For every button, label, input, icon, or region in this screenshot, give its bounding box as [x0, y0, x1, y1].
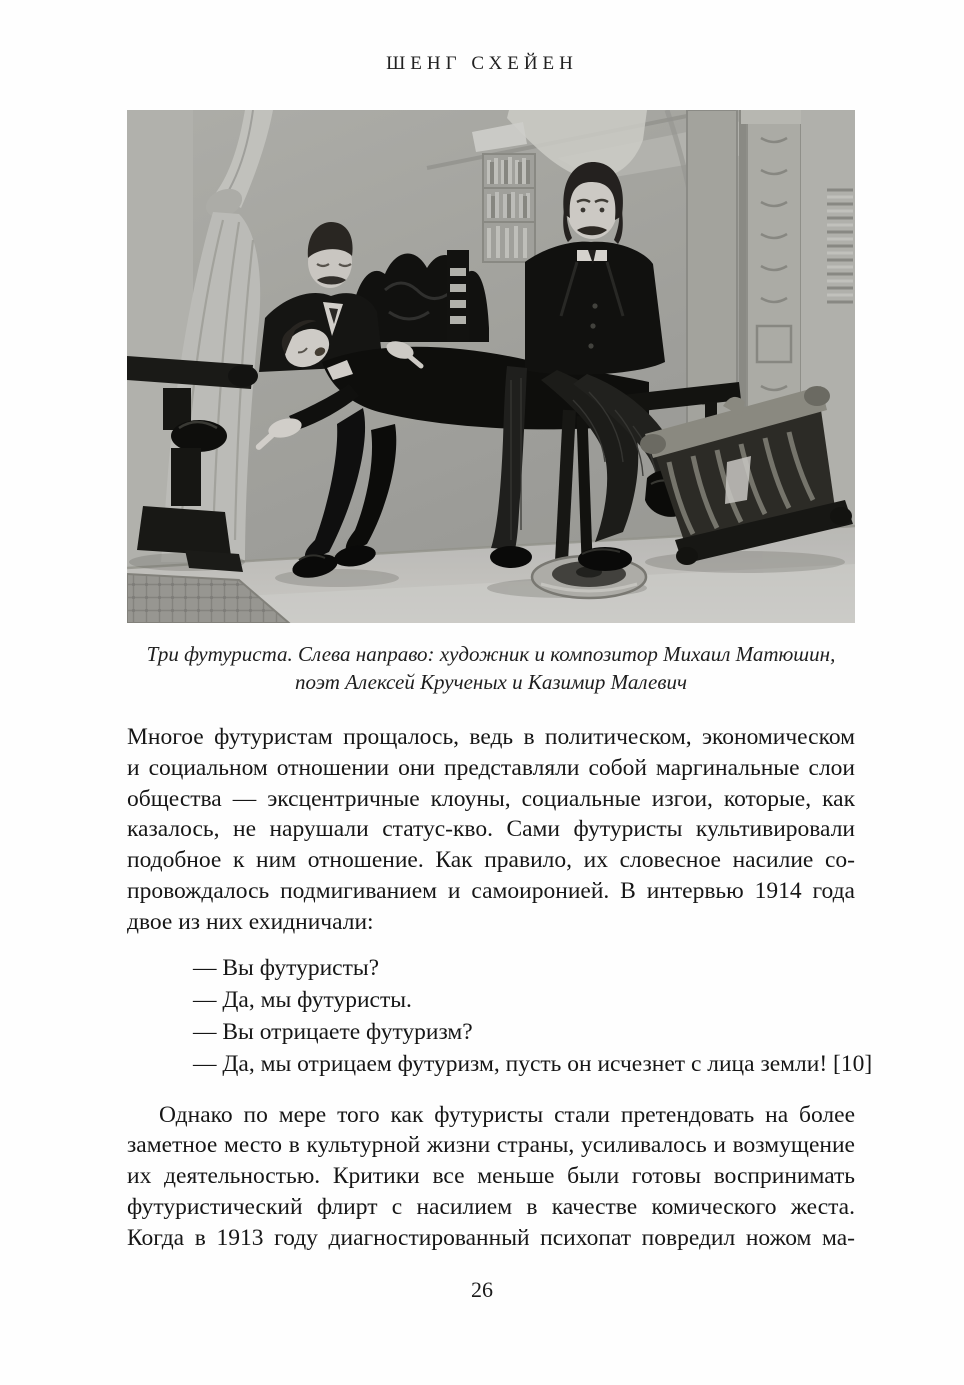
text-line: футуристический флирт с насилием в качестве комического жеста.	[127, 1193, 855, 1220]
text-line: — Вы отрицаете футуризм?	[193, 1018, 473, 1045]
text-line: казалось, не нарушали статус-кво. Сами футуристы культивировали	[127, 816, 855, 843]
futurists-photo	[127, 110, 855, 623]
futurists-photo-illustration	[127, 110, 855, 623]
text-line: общества — эксцентричные клоуны, социальные изгои, которые, как	[127, 785, 855, 812]
text-line: и социальном отношении они представляли собой маргинальные слои	[127, 754, 855, 781]
text-line: — Да, мы футуристы.	[193, 986, 412, 1013]
text-line: Многое футуристам прощалось, ведь в политическом, экономическом	[127, 724, 855, 750]
paragraph-2	[127, 1100, 855, 1254]
page-number: 26	[471, 1277, 493, 1302]
text-line: их деятельностью. Критики все меньше были готовы воспринимать	[127, 1163, 855, 1190]
running-head: ШЕНГ СХЕЙЕН	[386, 53, 578, 74]
text-line: — Вы футуристы?	[193, 954, 380, 981]
photo-caption	[127, 640, 855, 696]
text-line: заметное место в культурной жизни страны, усиливалось и возмущение	[127, 1132, 855, 1159]
body-text	[127, 722, 873, 1254]
text-line: провождалось подмигиванием и самоиронией. В интервью 1914 года	[127, 877, 855, 904]
text-line: — Да, мы отрицаем футуризм, пусть он исчезнет с лица земли! [10]	[193, 1050, 873, 1077]
dialogue-block	[127, 952, 873, 1080]
text-line: поэт Алексей Крученых и Казимир Малевич	[295, 670, 687, 694]
text-line: подобное к ним отношение. Как правило, их словесное насилие со-	[127, 847, 855, 874]
text-line: Три футуриста. Слева направо: художник и композитор Михаил Матюшин,	[146, 642, 836, 666]
text-line: Когда в 1913 году диагностированный психопат повредил ножом ма-	[127, 1224, 855, 1251]
text-line: двое из них ехидничали:	[127, 908, 374, 935]
paragraph-1	[127, 722, 855, 938]
text-line: Однако по мере того как футуристы стали претендовать на более	[159, 1101, 855, 1128]
